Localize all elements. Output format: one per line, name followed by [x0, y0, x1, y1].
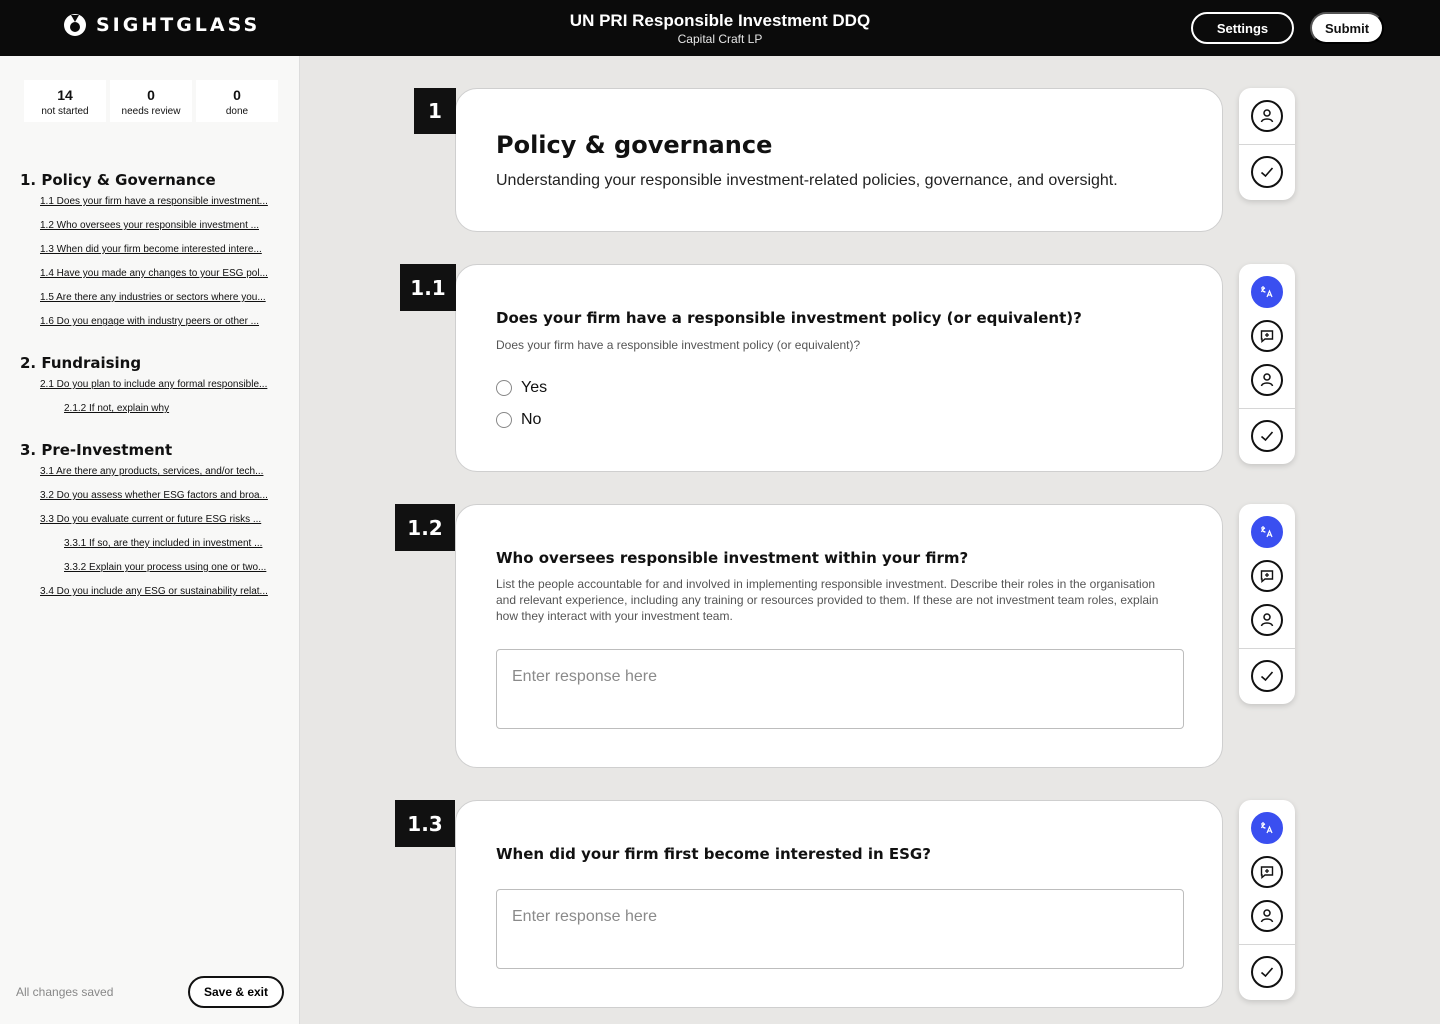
question-card-1-3 [455, 800, 1223, 1008]
stat-done [196, 80, 278, 122]
toc-section-2[interactable]: 2. Fundraising [20, 354, 142, 372]
mark-done-button[interactable] [1251, 956, 1283, 988]
stat-number: 0 [147, 87, 155, 103]
radio-label: Yes [521, 379, 548, 396]
question-action-rail [1239, 504, 1295, 704]
section-number-badge: 1 [414, 88, 456, 134]
ai-suggest-button[interactable] [1251, 812, 1283, 844]
document-title: UN PRI Responsible Investment DDQ [569, 11, 871, 30]
question-card-1-1 [455, 264, 1223, 472]
ai-translate-icon [1259, 820, 1275, 836]
user-icon [1259, 908, 1275, 924]
toc-item-1-4[interactable]: 1.4 Have you made any changes to your ESG pol... [40, 268, 268, 279]
comment-button[interactable] [1251, 560, 1283, 592]
assign-user-button[interactable] [1251, 100, 1283, 132]
ai-translate-icon [1259, 284, 1275, 300]
top-bar [0, 0, 1440, 56]
toc-section-3[interactable]: 3. Pre-Investment [20, 441, 173, 459]
section-action-rail [1239, 88, 1295, 200]
question-title: Who oversees responsible investment within your firm? [496, 549, 969, 567]
toc-item-1-5[interactable]: 1.5 Are there any industries or sectors where you... [40, 292, 266, 303]
question-number-badge: 1.2 [395, 504, 455, 551]
toc-item-1-6[interactable]: 1.6 Do you engage with industry peers or other ... [40, 316, 260, 327]
check-icon [1259, 668, 1275, 684]
question-action-rail [1239, 800, 1295, 1000]
toc-item-3-4[interactable]: 3.4 Do you include any ESG or sustainability relat... [40, 586, 268, 597]
user-icon [1259, 108, 1275, 124]
ai-suggest-button[interactable] [1251, 516, 1283, 548]
radio-button[interactable] [496, 412, 512, 428]
question-card-1-2 [455, 504, 1223, 768]
response-input[interactable] [496, 649, 1184, 729]
stat-label: not started [41, 106, 89, 117]
settings-button[interactable]: Settings [1191, 12, 1294, 44]
stat-number: 14 [57, 87, 73, 103]
toc-item-2-1[interactable]: 2.1 Do you plan to include any formal responsible... [40, 379, 268, 390]
toc-item-3-2[interactable]: 3.2 Do you assess whether ESG factors and broa... [40, 490, 268, 501]
rail-divider [1239, 944, 1295, 945]
ai-translate-icon [1259, 524, 1275, 540]
stat-needs-review [110, 80, 192, 122]
response-input[interactable] [496, 889, 1184, 969]
sidebar [0, 56, 300, 1024]
ai-suggest-button[interactable] [1251, 276, 1283, 308]
toc-item-3-1[interactable]: 3.1 Are there any products, services, and/or tech... [40, 466, 264, 477]
comment-button[interactable] [1251, 320, 1283, 352]
user-icon [1259, 372, 1275, 388]
question-title: Does your firm have a responsible investment policy (or equivalent)? [496, 309, 1082, 327]
question-action-rail [1239, 264, 1295, 464]
logo-text: SIGHTGLASS [96, 14, 261, 36]
check-icon [1259, 964, 1275, 980]
toc-item-3-3-1[interactable]: 3.3.1 If so, are they included in investment ... [64, 538, 263, 549]
mark-done-button[interactable] [1251, 156, 1283, 188]
comment-icon [1259, 864, 1275, 880]
question-help-text: List the people accountable for and involved in implementing responsible investment. Describe their roles in the organisation and relevant experience, including any training or resources provided to them. If these are not investment team roles, explain how they interact with your investment team. [496, 577, 1159, 623]
radio-option-no[interactable] [496, 411, 541, 429]
progress-stats [24, 80, 278, 122]
toc-item-3-3[interactable]: 3.3 Do you evaluate current or future ESG risks ... [40, 514, 262, 525]
toc-item-1-1[interactable]: 1.1 Does your firm have a responsible investment... [40, 196, 268, 207]
document-subtitle: Capital Craft LP [677, 32, 763, 46]
comment-icon [1259, 328, 1275, 344]
question-help-text: Does your firm have a responsible investment policy (or equivalent)? [496, 338, 861, 352]
stat-label: needs review [121, 106, 181, 117]
comment-icon [1259, 568, 1275, 584]
section-card [455, 88, 1223, 232]
question-number-badge: 1.3 [395, 800, 455, 847]
question-title: When did your firm first become interested in ESG? [496, 845, 931, 863]
question-number-badge: 1.1 [400, 264, 456, 311]
mark-done-button[interactable] [1251, 660, 1283, 692]
stat-label: done [225, 106, 249, 117]
check-icon [1259, 164, 1275, 180]
section-title: Policy & governance [496, 131, 773, 159]
submit-button[interactable]: Submit [1310, 12, 1384, 44]
radio-label: No [521, 411, 542, 428]
toc-item-1-2[interactable]: 1.2 Who oversees your responsible investment ... [40, 220, 259, 231]
toc-item-2-1-2[interactable]: 2.1.2 If not, explain why [64, 403, 170, 414]
save-status: All changes saved [16, 985, 114, 999]
save-exit-button[interactable]: Save & exit [188, 976, 284, 1008]
stat-number: 0 [233, 87, 241, 103]
comment-button[interactable] [1251, 856, 1283, 888]
rail-divider [1239, 648, 1295, 649]
check-icon [1259, 428, 1275, 444]
assign-user-button[interactable] [1251, 604, 1283, 636]
toc-item-3-3-2[interactable]: 3.3.2 Explain your process using one or two... [64, 562, 267, 573]
toc-section-1[interactable]: 1. Policy & Governance [20, 171, 216, 189]
section-description: Understanding your responsible investment-related policies, governance, and oversight. [496, 172, 1118, 189]
mark-done-button[interactable] [1251, 420, 1283, 452]
stat-not-started [24, 80, 106, 122]
user-icon [1259, 612, 1275, 628]
rail-divider [1239, 408, 1295, 409]
rail-divider [1239, 144, 1295, 145]
radio-button[interactable] [496, 380, 512, 396]
assign-user-button[interactable] [1251, 900, 1283, 932]
toc-item-1-3[interactable]: 1.3 When did your firm become interested intere... [40, 244, 262, 255]
assign-user-button[interactable] [1251, 364, 1283, 396]
radio-option-yes[interactable] [496, 379, 547, 397]
